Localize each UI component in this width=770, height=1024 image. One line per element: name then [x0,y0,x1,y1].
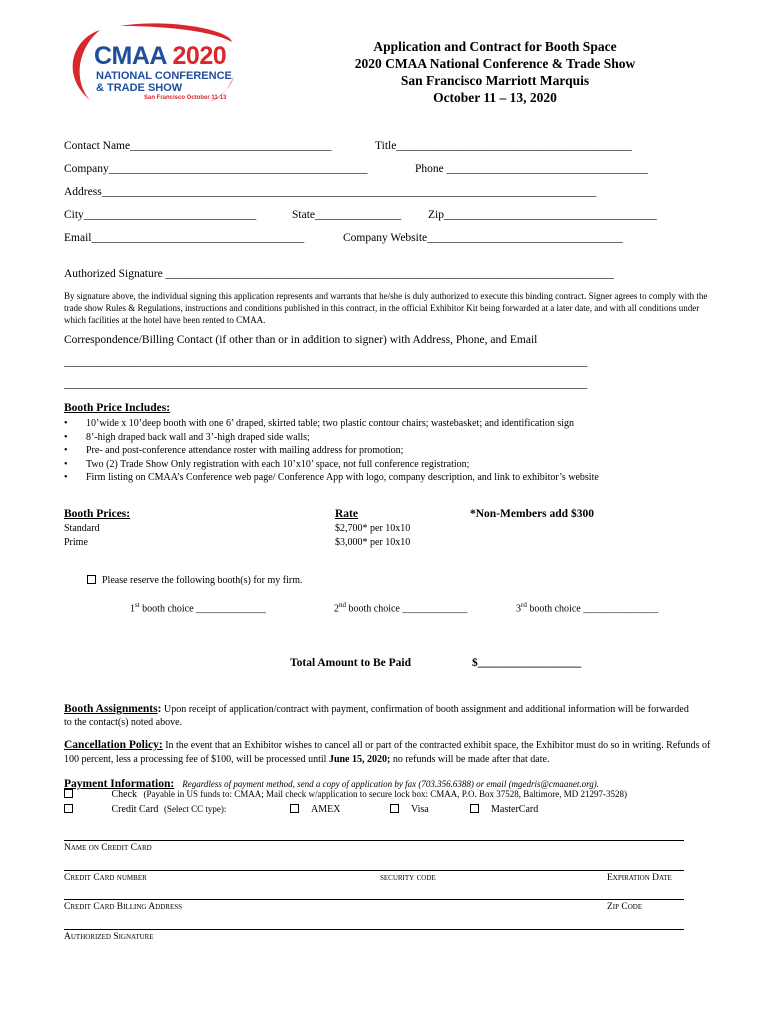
assignments-text: Upon receipt of application/contract with payment, confirmation of booth assignment and additional information will be forwarded to the contact(s) noted above. [64,704,689,728]
cancellation-heading: Cancellation Policy: [64,739,163,751]
amex-label: AMEX [311,804,341,815]
billing-address-label: Credit Card Billing Address [64,902,183,912]
rate-heading: Rate [335,508,358,520]
page-title [300,38,690,106]
price-rate-prime: $3,000* per 10x10 [335,537,411,548]
choice-sup: nd [339,601,346,609]
contact-name-field[interactable]: Contact Name___________________________________ [64,140,332,152]
card-signature-line[interactable] [64,929,684,930]
nonmember-note: *Non-Members add $300 [470,508,594,520]
mastercard-label: MasterCard [491,804,539,815]
zip-code-label: Zip Code [607,902,643,912]
credit-card-row[interactable] [64,804,226,815]
total-amount-field[interactable]: $__________________ [472,657,582,669]
card-number-label: Credit Card number [64,873,147,883]
visa-label: Visa [411,804,429,815]
assignments-paragraph [64,703,694,729]
expiration-date-label: Expiration Date [607,873,672,883]
title-line-2: 2020 CMAA National Conference & Trade Show [354,56,636,71]
choice-sup: st [135,601,140,609]
choice-num: 2 [334,603,339,615]
cancellation-text-2: no refunds will be made after that date. [390,754,550,765]
check-checkbox[interactable] [64,789,73,798]
logo-location: San Francisco October 11-13 [144,95,227,101]
price-type-prime: Prime [64,537,88,548]
assignments-heading: Booth Assignments [64,703,158,715]
visa-checkbox[interactable] [390,804,399,813]
authorized-signature-field[interactable]: Authorized Signature ______________________________________________________________________________ [64,268,615,280]
payment-heading: Payment Information: [64,778,175,790]
email-field[interactable]: Email_____________________________________ [64,232,305,244]
choice-sup: rd [521,601,527,609]
city-field[interactable]: City______________________________ [64,209,257,221]
correspondence-line-2[interactable]: ___________________________________________________________________________________________ [64,378,588,390]
booth-choice-1[interactable] [130,601,266,614]
choice-text: booth choice _____________ [346,603,468,615]
card-number-line[interactable] [64,870,684,871]
mastercard-option[interactable] [470,804,538,815]
correspondence-label: Correspondence/Billing Contact (if other than or in addition to signer) with Address, Phone, and Email [64,334,538,346]
list-item: • Pre- and post-conference attendance roster with mailing address for promotion; [64,444,684,458]
payment-note: Regardless of payment method, send a copy of application by fax (703.356.6388) or email (mgedris@cmaanet.org). [182,779,599,789]
total-label: Total Amount to Be Paid [290,657,411,669]
title-line-4: October 11 – 13, 2020 [433,90,557,105]
list-item: • Firm listing on CMAA’s Conference web page/ Conference App with logo, company description, and link to exhibitor’s website [64,471,646,485]
assignments-colon: : [157,703,162,715]
includes-list [64,417,684,485]
cmaa-logo [60,22,240,112]
title-line-1: Application and Contract for Booth Space [373,39,617,54]
list-item: • Two (2) Trade Show Only registration with each 10’x10’ space, not full conference registration; [64,458,684,472]
amex-option[interactable] [290,804,340,815]
cancellation-text-1: In the event that an Exhibitor wishes to cancel all or part of the contracted exhibit space, the Exhibitor must do so in writing. Refunds of 100 percent, less a processing fee of $100, will be processed until [64,740,711,765]
mastercard-checkbox[interactable] [470,804,479,813]
name-on-card-label: Name on Credit Card [64,843,152,853]
prices-heading: Booth Prices: [64,508,131,520]
check-row[interactable] [64,789,627,800]
choice-num: 3 [516,603,521,615]
visa-option[interactable] [390,804,429,815]
choice-num: 1 [130,603,135,615]
logo-line2: NATIONAL CONFERENCE [96,70,232,82]
zip-field[interactable]: Zip_____________________________________ [428,209,657,221]
correspondence-line-1[interactable]: ___________________________________________________________________________________________ [64,356,588,368]
title-field[interactable]: Title_________________________________________ [375,140,633,152]
address-field[interactable]: Address______________________________________________________________________________________ [64,186,597,198]
list-item: • 8’-high draped back wall and 3’-high draped side walls; [64,431,684,445]
company-field[interactable]: Company_____________________________________________ [64,163,368,175]
amex-checkbox[interactable] [290,804,299,813]
choice-text: booth choice _______________ [526,603,659,615]
title-line-3: San Francisco Marriott Marquis [400,73,590,88]
logo-year: 2020 [172,42,227,70]
phone-field[interactable]: Phone ___________________________________ [415,163,648,175]
reserve-row[interactable] [87,575,303,586]
booth-choice-2[interactable] [334,601,467,614]
credit-card-checkbox[interactable] [64,804,73,813]
logo-cmaa: CMAA [94,42,167,70]
reserve-label: Please reserve the following booth(s) for my firm. [102,575,303,586]
check-note: (Payable in US funds to: CMAA; Mail check w/application to secure lock box: CMAA, P.O. Box 37528, Baltimore, MD 21297-3528) [143,789,627,799]
reserve-checkbox[interactable] [87,575,96,584]
includes-heading: Booth Price Includes: [64,402,171,414]
billing-address-line[interactable] [64,899,684,900]
logo-line3: & TRADE SHOW [96,82,183,94]
list-item: • 10’wide x 10’deep booth with one 6’ draped, skirted table; two plastic contour chairs; wastebasket; and identification sign [64,417,684,431]
booth-choice-3[interactable] [516,601,658,614]
check-label: Check [111,789,138,800]
name-on-card-line[interactable] [64,840,684,841]
security-code-label: security code [380,873,436,883]
state-field[interactable]: State_______________ [292,209,402,221]
credit-card-label: Credit Card [111,804,159,815]
website-field[interactable]: Company Website__________________________________ [343,232,623,244]
price-type-standard: Standard [64,523,100,534]
credit-card-note: (Select CC type): [163,804,227,814]
signature-disclaimer: By signature above, the individual signing this application represents and warrants that he/she is duly authorized to execute this binding contract. Signer agrees to comply with the trade show Rules & Regulations, instructions and conditions published in this contract, in the official Exhibitor Kit being forwarded at a later date, and with all conditions under which facilities at the hotel have been rented to CMAA. [64,291,708,325]
price-rate-standard: $2,700* per 10x10 [335,523,411,534]
cancellation-paragraph [64,738,714,767]
cancellation-date: June 15, 2020; [328,754,391,765]
card-signature-label: Authorized Signature [64,932,154,942]
choice-text: booth choice ______________ [139,603,267,615]
